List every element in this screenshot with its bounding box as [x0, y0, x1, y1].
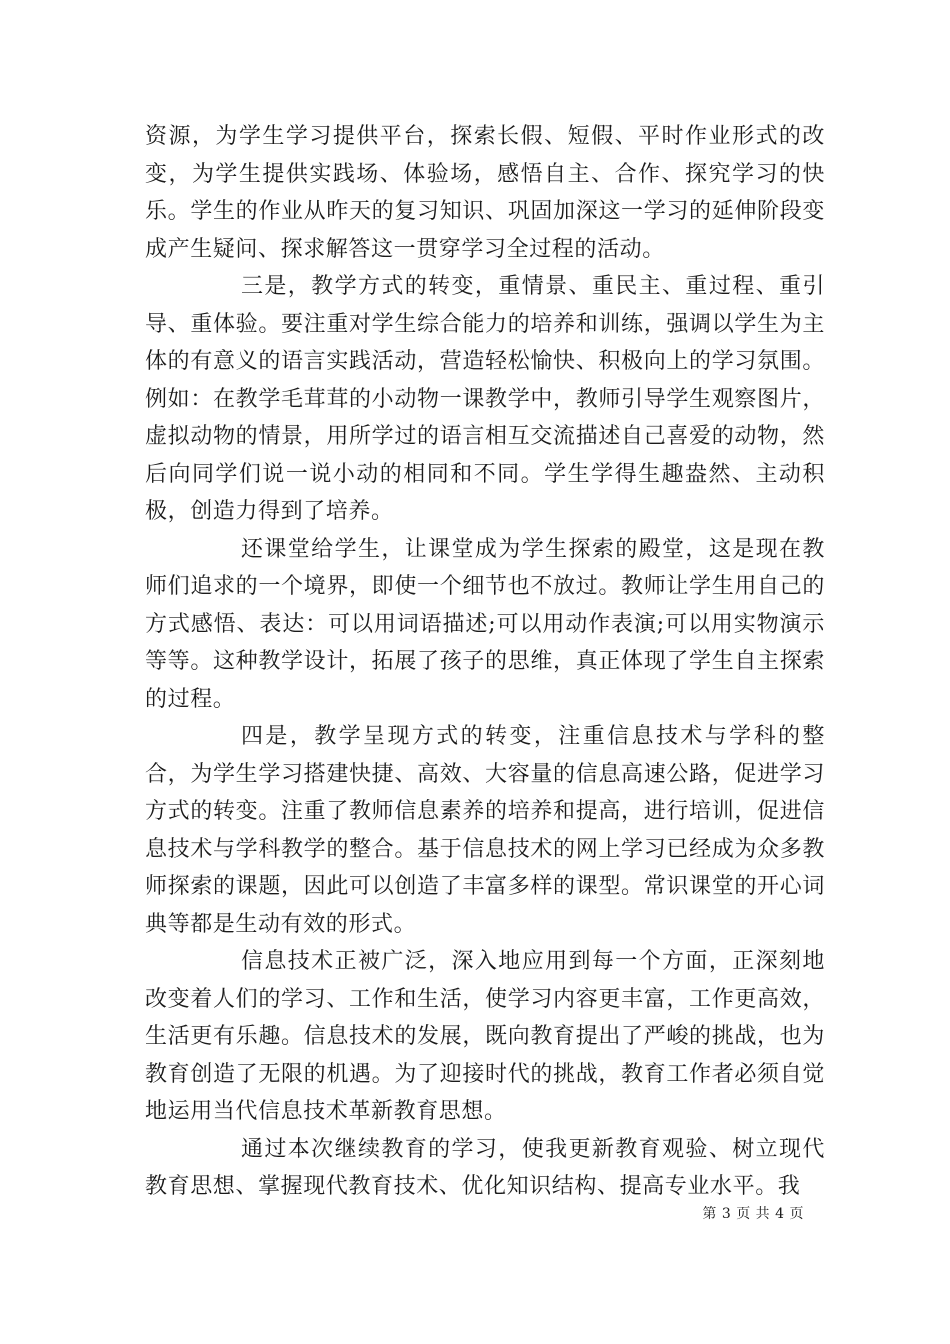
page-number-footer: 第 3 页 共 4 页 — [702, 1206, 804, 1222]
paragraph-2: 三是，教学方式的转变，重情景、重民主、重过程、重引导、重体验。要注重对学生综合能力的培养和训练，强调以学生为主体的有意义的语言实践活动，营造轻松愉快、积极向上的学习氛围。例如：在教学毛茸茸的小动物一课教学中，教师引导学生观察图片，虚拟动物的情景，用所学过的语言相互交流描述自己喜爱的动物，然后向同学们说一说小动的相同和不同。学生学得生趣盎然、主动积极，创造力得到了培养。 — [145, 274, 825, 524]
paragraph-6: 通过本次继续教育的学习，使我更新教育观验、树立现代教育思想、掌握现代教育技术、优化知识结构、提高专业水平。我 — [145, 1136, 825, 1199]
paragraph-5: 信息技术正被广泛，深入地应用到每一个方面，正深刻地改变着人们的学习、工作和生活，使学习内容更丰富，工作更高效，生活更有乐趣。信息技术的发展，既向教育提出了严峻的挑战，也为教育创造了无限的机遇。为了迎接时代的挑战，教育工作者必须自觉地运用当代信息技术革新教育思想。 — [145, 949, 825, 1124]
paragraph-3: 还课堂给学生，让课堂成为学生探索的殿堂，这是现在教师们追求的一个境界，即使一个细节也不放过。教师让学生用自己的方式感悟、表达：可以用词语描述;可以用动作表演;可以用实物演示等等。这种教学设计，拓展了孩子的思维，真正体现了学生自主探索的过程。 — [145, 536, 825, 712]
paragraph-4: 四是，教学呈现方式的转变，注重信息技术与学科的整合，为学生学习搭建快捷、高效、大容量的信息高速公路，促进学习方式的转变。注重了教师信息素养的培养和提高，进行培训，促进信息技术与学科教学的整合。基于信息技术的网上学习已经成为众多教师探索的课题，因此可以创造了丰富多样的课型。常识课堂的开心词典等都是生动有效的形式。 — [145, 724, 825, 937]
paragraph-1: 资源，为学生学习提供平台，探索长假、短假、平时作业形式的改变，为学生提供实践场、体验场，感悟自主、合作、探究学习的快乐。学生的作业从昨天的复习知识、巩固加深这一学习的延伸阶段变成产生疑问、探求解答这一贯穿学习全过程的活动。 — [145, 124, 825, 262]
document-body — [145, 118, 825, 1206]
